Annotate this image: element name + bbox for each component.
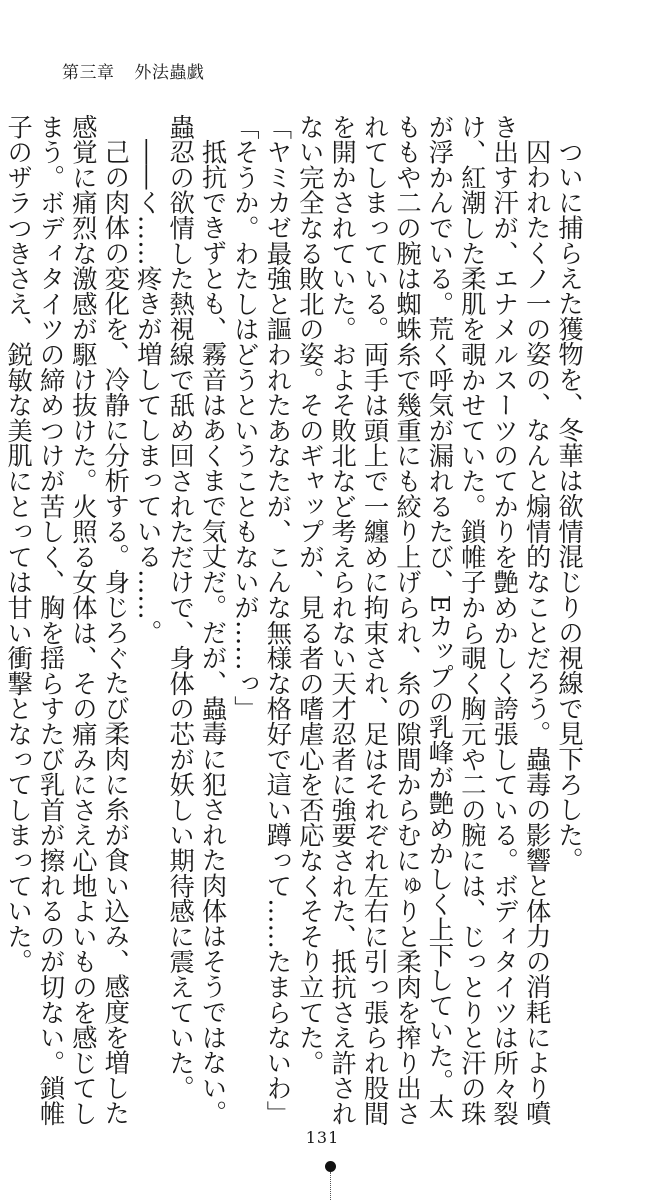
text-line: が浮かんでいる。荒く呼気が漏れるたび、Eカップの乳峰が艶めかしく上下していた。太 — [425, 114, 455, 1120]
page-marker-line — [330, 1172, 332, 1200]
text-line: ――く……疼きが増してしまっている……。 — [133, 139, 163, 646]
text-line: ついに捕らえた獲物を、冬華は欲情混じりの視線で見下ろした。 — [555, 139, 584, 873]
page-marker-dot — [325, 1161, 336, 1172]
text-line: 蟲忍の欲情した熱視線で舐め回されただけで、身体の芯が妖しい期待感に震えていた。 — [166, 114, 196, 1101]
text-line: 「ヤミカゼ最強と謳われたあなたが、こんな無様な格好で這い蹲って……たまらないわ」 — [263, 114, 293, 1126]
text-line: き出す汗が、エナメルスーツのてかりを艶めかしく誇張している。ボディタイツは所々裂 — [490, 114, 520, 1126]
page-number: 131 — [305, 1128, 340, 1147]
text-line: 抵抗できずとも、霧音はあくまで気丈だ。だが、蟲毒に犯された肉体はそうではない。 — [198, 139, 228, 1126]
text-line: まう。ボディタイツの締めつけが苦しく、胸を揺らすたび乳首が擦れるのが切ない。鎖帷 — [36, 114, 66, 1126]
text-line: ももや二の腕は蜘蛛糸で幾重にも絞り上げられ、糸の隙間からむにゅりと柔肉を搾り出さ — [392, 114, 422, 1126]
text-line: 子のザラつきさえ、鋭敏な美肌にとっては甘い衝撃となってしまっていた。 — [4, 114, 34, 975]
running-header — [62, 58, 204, 83]
text-line: れてしまっている。両手は頭上で一纏めに拘束され、足はそれぞれ左右に引っ張られ股間 — [360, 114, 390, 1126]
chapter-label: 第三章 — [62, 63, 115, 83]
text-line: を開かされていた。およそ敗北など考えられない天才忍者に強要された、抵抗さえ許され — [328, 114, 358, 1126]
text-line: け、紅潮した柔肌を覗かせていた。鎖帷子から覗く胸元や二の腕には、じっとりと汗の珠 — [457, 114, 487, 1126]
text-line: 感覚に痛烈な激感が駆け抜けた。火照る女体は、その痛みにさえ心地よいものを感じてし — [68, 114, 98, 1126]
text-line: ない完全なる敗北の姿。そのギャップが、見る者の嗜虐心を否応なくそそり立てた。 — [295, 114, 325, 1076]
text-line: 囚われたくノ一の姿の、なんと煽情的なことだろう。蟲毒の影響と体力の消耗により噴 — [522, 139, 552, 1126]
text-line: 「そうか。わたしはどうということもないが……っ」 — [230, 114, 260, 722]
text-line: 己の肉体の変化を、冷静に分析する。身じろぐたび柔肉に糸が食い込み、感度を増した — [101, 139, 131, 1126]
body-text — [2, 114, 585, 1126]
chapter-title: 外法蟲戯 — [134, 63, 205, 83]
